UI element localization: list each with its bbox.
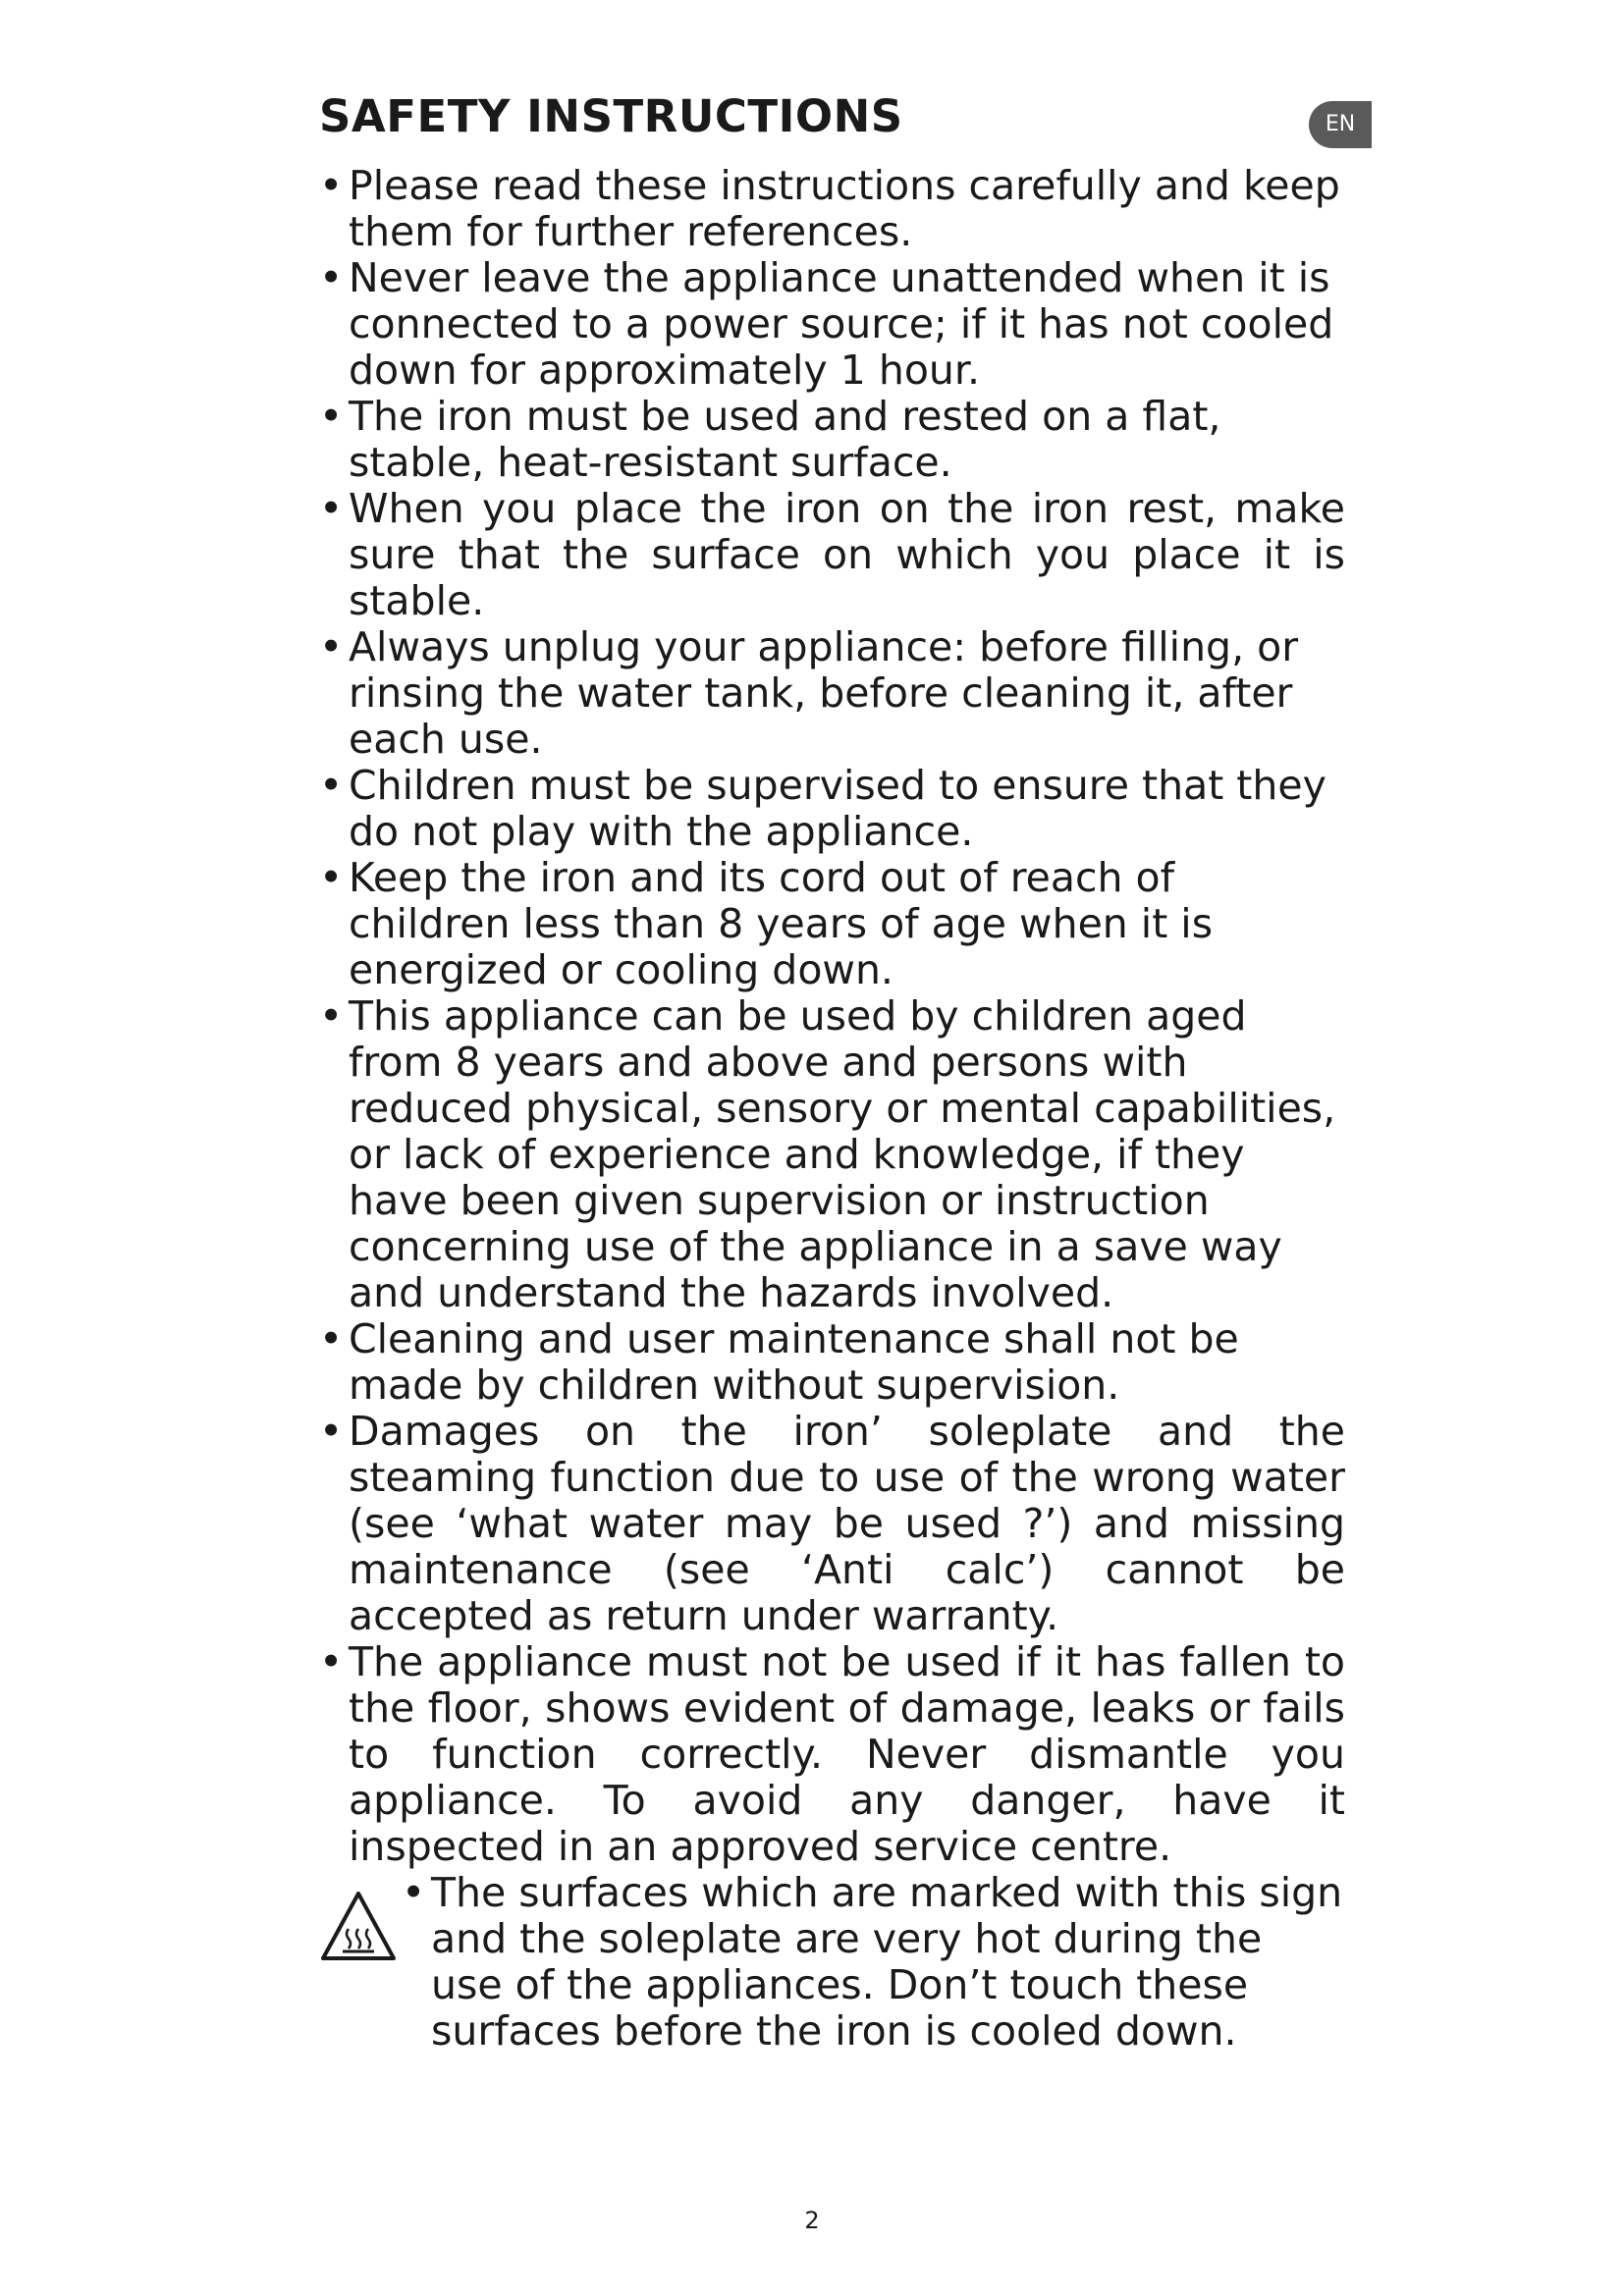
hot-surface-warning-icon xyxy=(319,1890,402,1972)
instruction-text: Never leave the appliance unattended when it is connected to a power source; if it has not cooled down for approximately 1 hour. xyxy=(349,254,1334,394)
instruction-text: Keep the iron and its cord out of reach of children less than 8 years of age when it is energized or cooling down. xyxy=(349,854,1214,993)
bullet: • xyxy=(319,485,344,532)
list-item xyxy=(319,1316,1345,1409)
list-item xyxy=(319,394,1345,486)
list-item xyxy=(319,1639,1345,1870)
list-item xyxy=(319,255,1345,394)
instruction-text: The appliance must not be used if it has fallen to the floor, shows evident of damage, leaks or fails to function correctly. Never dismantle you appliance. To avoid any danger, have it inspected in an approved service centre. xyxy=(349,1638,1345,1870)
instruction-text: Children must be supervised to ensure that they do not play with the appliance. xyxy=(349,762,1326,855)
page-number: 2 xyxy=(804,2207,820,2234)
language-badge: EN xyxy=(1309,101,1372,148)
bullet: • xyxy=(319,623,344,670)
bullet: • xyxy=(319,1408,344,1455)
page-title: SAFETY INSTRUCTIONS xyxy=(319,90,903,142)
bullet: • xyxy=(319,162,344,209)
list-item xyxy=(319,163,1345,255)
instruction-text: Please read these instructions carefully and keep them for further references. xyxy=(349,162,1340,255)
bullet: • xyxy=(319,762,344,809)
bullet: • xyxy=(319,992,344,1040)
list-item xyxy=(319,624,1345,763)
list-item xyxy=(319,855,1345,993)
instruction-text: Always unplug your appliance: before filling, or rinsing the water tank, before cleaning it, after each use. xyxy=(349,623,1299,763)
bullet: • xyxy=(319,1315,344,1362)
instruction-text: Cleaning and user maintenance shall not be made by children without supervision. xyxy=(349,1315,1239,1409)
instruction-text: Damages on the iron’ soleplate and the steaming function due to use of the wrong water (see ‘what water may be used ?’) and missing maintenance (see ‘Anti calc’) cannot be accepted as return under warranty. xyxy=(349,1408,1345,1639)
bullet: • xyxy=(319,393,344,440)
list-item xyxy=(319,763,1345,855)
hot-surface-warning xyxy=(319,1870,1345,2055)
instruction-text: When you place the iron on the iron rest, make sure that the surface on which you place it is stable. xyxy=(349,485,1345,624)
bullet: • xyxy=(402,1869,426,1916)
list-item xyxy=(319,993,1345,1316)
bullet: • xyxy=(319,854,344,901)
safety-instructions-list xyxy=(319,163,1345,2055)
bullet: • xyxy=(319,1638,344,1685)
hot-surface-text: The surfaces which are marked with this sign and the soleplate are very hot during the use of the appliances. Don’t touch these surfaces before the iron is cooled down. xyxy=(431,1869,1343,2055)
instruction-text: This appliance can be used by children aged from 8 years and above and persons with reduced physical, sensory or mental capabilities, or lack of experience and knowledge, if they have been given supervision or instruction concerning use of the appliance in a save way and understand the hazards involved. xyxy=(349,992,1336,1316)
list-item xyxy=(319,1409,1345,1639)
list-item xyxy=(319,486,1345,624)
bullet: • xyxy=(319,254,344,301)
instruction-text: The iron must be used and rested on a flat, stable, heat-resistant surface. xyxy=(349,393,1221,486)
list-item xyxy=(402,1870,1345,2055)
